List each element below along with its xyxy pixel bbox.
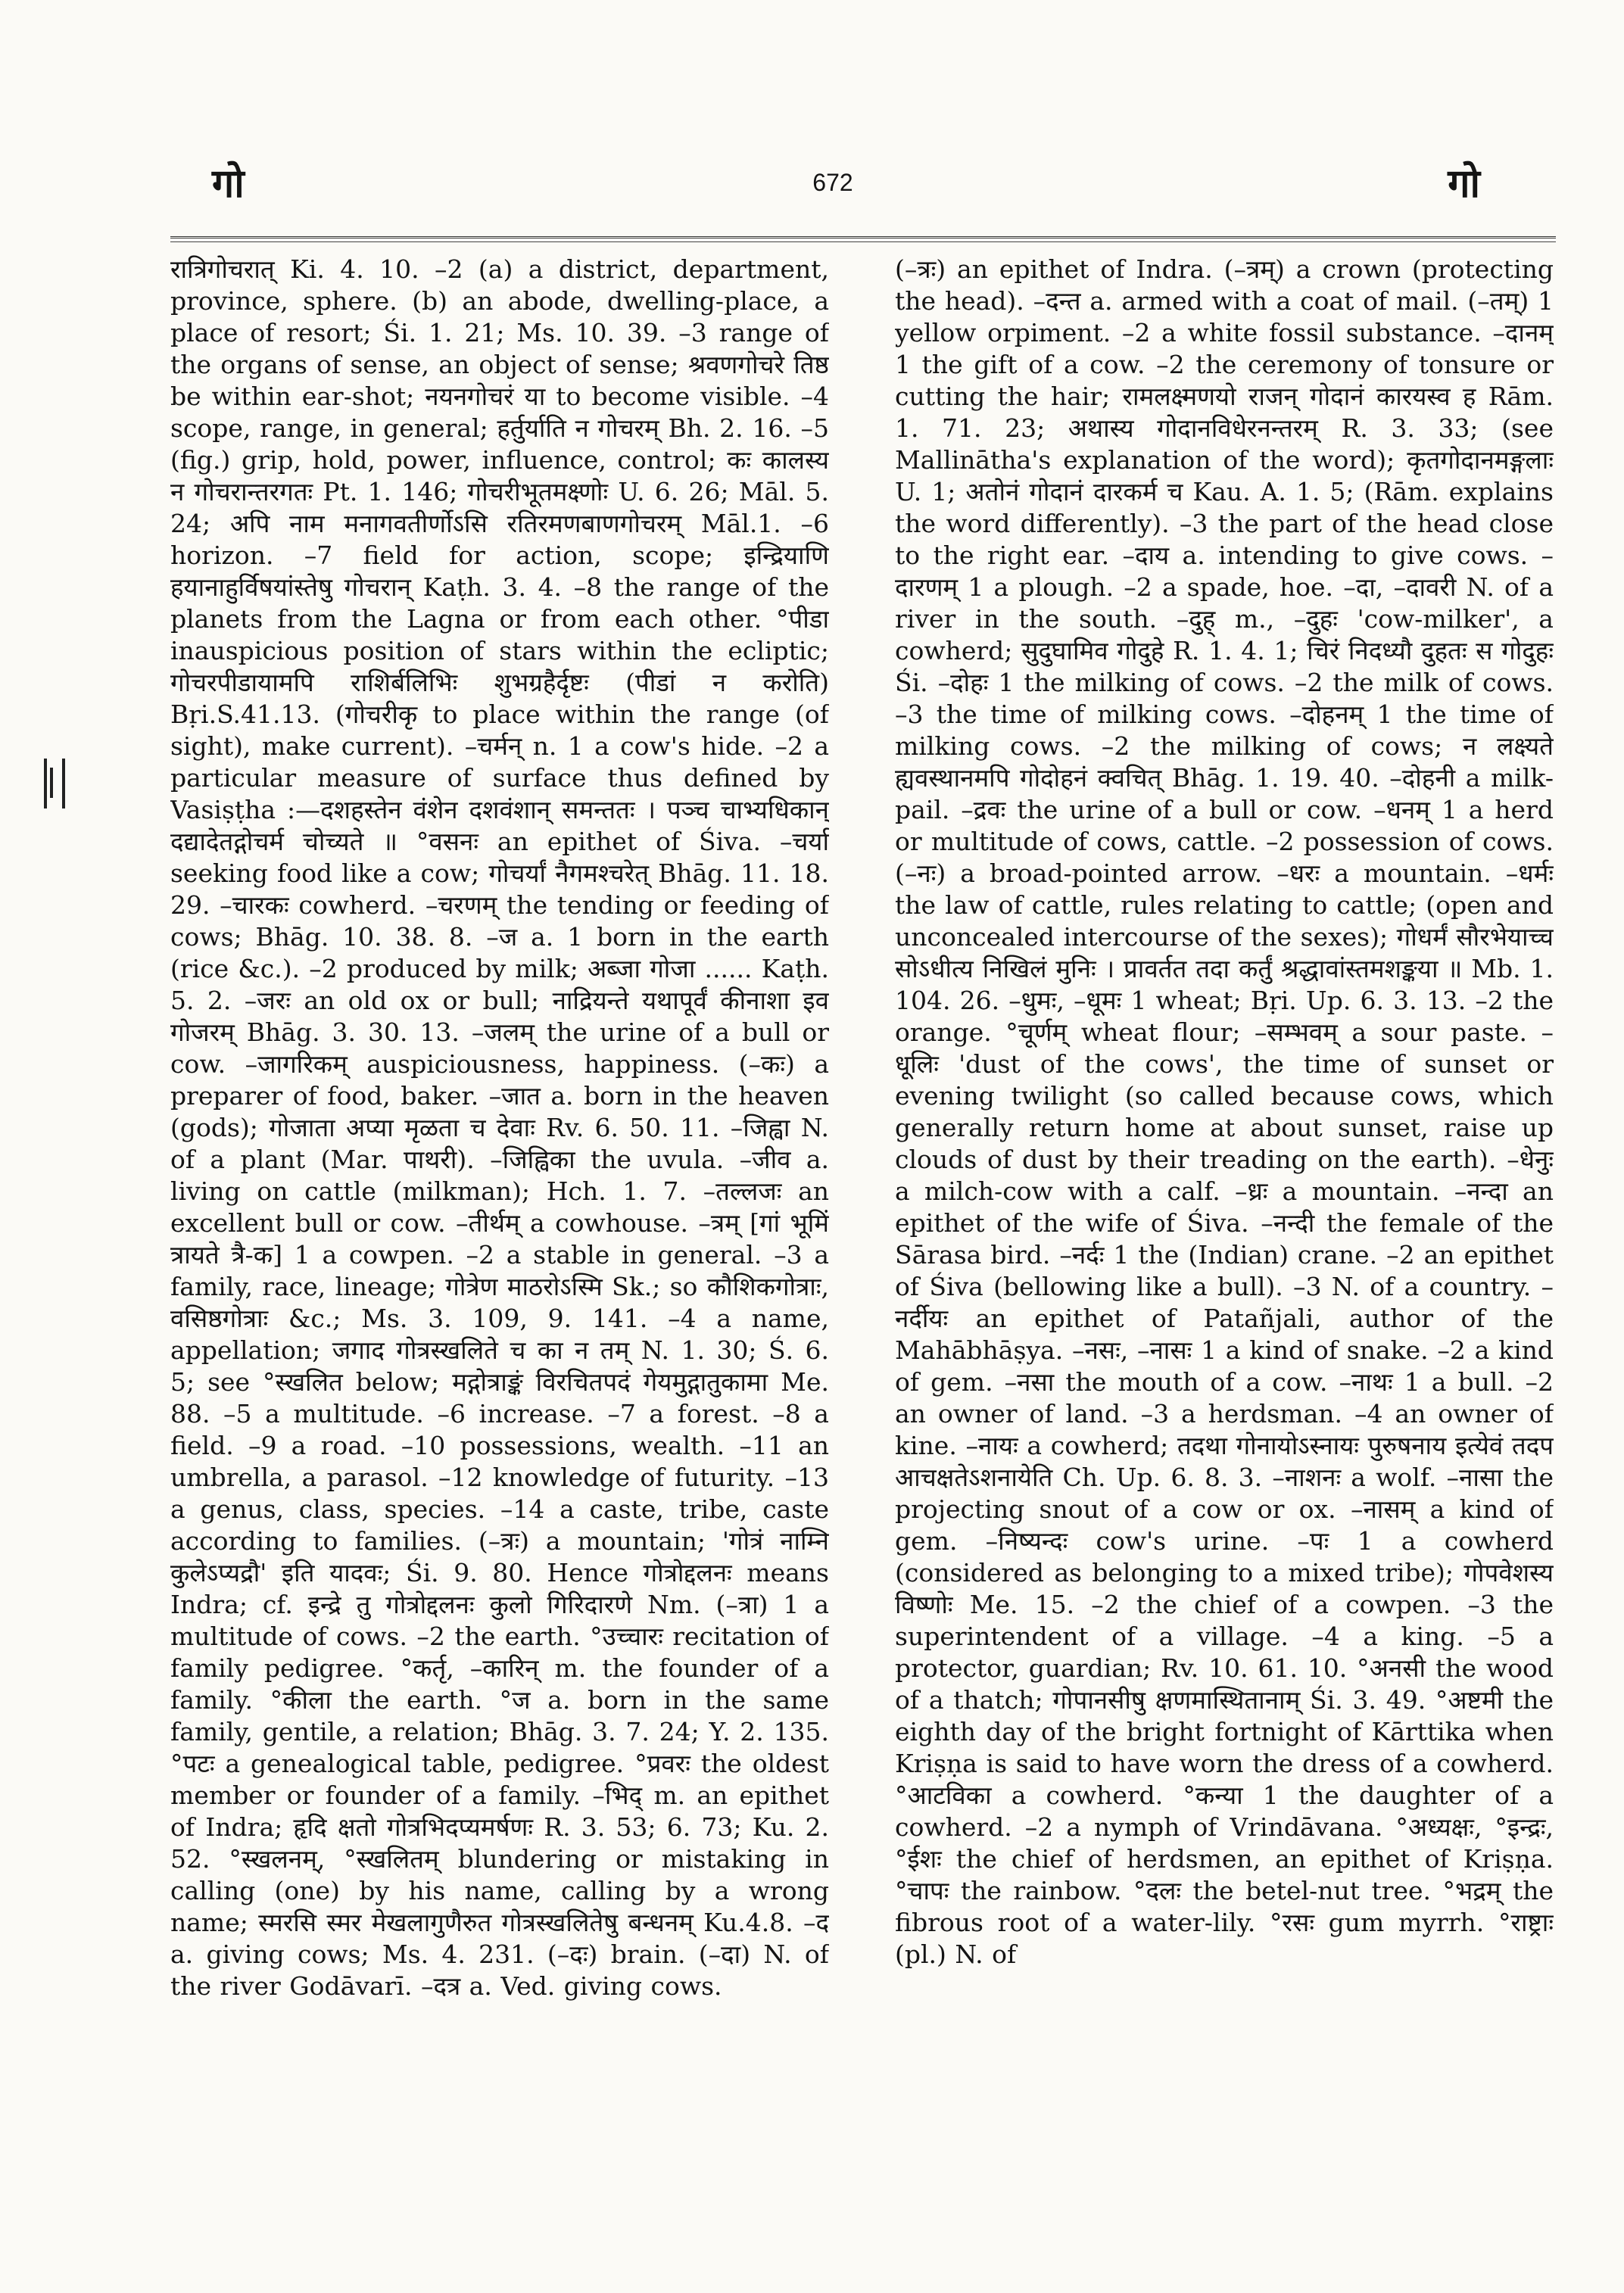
left-guide-word: गो xyxy=(212,160,245,207)
right-column-text: (–त्रः) an epithet of Indra. (–त्रम्) a crown (protecting the head). –दन्त a. armed with a coat of mail. (–तम्) 1 yellow orpiment. –2 a white fossil substance. –दानम् 1 the gift of a cow. –2 the ceremony of tonsure or cutting the hair; रामलक्ष्मणयो राजन् गोदानं कारयस्व ह Rām. 1. 71. 23; अथास्य गोदानविधेरनन्तरम् R. 3. 33; (see Mallinātha's explanation of the word); कृतगोदानमङ्गलाः U. 1; अतोनं गोदानं दारकर्म च Kau. A. 1. 5; (Rām. explains the word differently). –3 the part of the head close to the right ear. –दाय a. intending to give cows. –दारणम् 1 a plough. –2 a spade, hoe. –दा, –दावरी N. of a river in the south. –दुह् m., –दुहः 'cow-milker', a cowherd; सुदुघामिव गोदुहे R. 1. 4. 1; चिरं निदध्यौ दुहतः स गोदुहः Śi. –दोहः 1 the milking of cows. –2 the milk of cows. –3 the time of milking cows. –दोहनम् 1 the time of milking cows. –2 the milking of cows; न लक्ष्यते ह्यवस्थानमपि गोदोहनं क्वचित् Bhāg. 1. 19. 40. –दोहनी a milk-pail. –द्रवः the urine of a bull or cow. –धनम् 1 a herd or multitude of cows, cattle. –2 possession of cows. (–नः) a broad-pointed arrow. –धरः a mountain. –धर्मः the law of cattle, rules relating to cattle; (open and unconcealed intercourse of the sexes); गोधर्मं सौरभेयाच्च सोऽधीत्य निखिलं मुनिः । प्रावर्तत तदा कर्तुं श्रद्धावांस्तमशङ्कया ॥ Mb. 1. 104. 26. –धुमः, –धूमः 1 wheat; Bṛi. Up. 6. 3. 13. –2 the orange. °चूर्णम् wheat flour; –सम्भवम् a sour paste. –धूलिः 'dust of the cows', the time of sunset or evening twilight (so called because cows, which generally return home at about sunset, raise up clouds of dust by their treading on the earth). –धेनुः a milch-cow with a calf. –ध्रः a mountain. –नन्दा an epithet of the wife of Śiva. –नन्दी the female of the Sārasa bird. –नर्दः 1 the (Indian) crane. –2 an epithet of Śiva (bellowing like a bull). –3 N. of a country. –नर्दीयः an epithet of Patañjali, author of the Mahābhāṣya. –नसः, –नासः 1 a kind of snake. –2 a kind of gem. –नसा the mouth of a cow. –नाथः 1 a bull. –2 an owner of land. –3 a herdsman. –4 an owner of kine. –नायः a cowherd; तदथा गोनायोऽस्नायः पुरुषनाय इत्येवं तदप आचक्षतेऽशनायेति Ch. Up. 6. 8. 3. –नाशनः a wolf. –नासा the projecting snout of a cow or ox. –नासम् a kind of gem. –निष्यन्दः cow's urine. –पः 1 a cowherd (considered as belonging to a mixed tribe); गोपवेशस्य विष्णोः Me. 15. –2 the chief of a cowpen. –3 the superintendent of a village. –4 a king. –5 a protector, guardian; Rv. 10. 61. 10. °अनसी the wood of a thatch; गोपानसीषु क्षणमास्थितानाम् Śi. 3. 49. °अष्टमी the eighth day of the bright fortnight of Kārttika when Kriṣṇa is said to have worn the dress of a cowherd. °आटविका a cowherd. °कन्या 1 the daughter of a cowherd. –2 a nymph of Vrindāvana. °अध्यक्षः, °इन्द्रः, °ईशः the chief of herdsmen, an epithet of Kriṣṇa. °चापः the rainbow. °दलः the betel-nut tree. °भद्रम् the fibrous root of a water-lily. °रसः gum myrrh. °राष्ट्राः (pl.) N. of xyxy=(895,254,1554,1969)
left-column-text: रात्रिगोचरात् Ki. 4. 10. –2 (a) a district, department, province, sphere. (b) an abode, dwelling-place, a place of resort; Śi. 1. 21; Ms. 10. 39. –3 range of the organs of sense, an object of sense; श्रवणगोचरे तिष्ठ be within ear-shot; नयनगोचरं या to become visible. –4 scope, range, in general; हर्तुर्याति न गोचरम् Bh. 2. 16. –5 (fig.) grip, hold, power, influence, control; कः कालस्य न गोचरान्तरगतः Pt. 1. 146; गोचरीभूतमक्ष्णोः U. 6. 26; Māl. 5. 24; अपि नाम मनागवतीर्णोऽसि रतिरमणबाणगोचरम् Māl.1. –6 horizon. –7 field for action, scope; इन्द्रियाणि हयानाहुर्विषयांस्तेषु गोचरान् Kaṭh. 3. 4. –8 the range of the planets from the Lagna or from each other. °पीडा inauspicious position of stars within the ecliptic; गोचरपीडायामपि राशिर्बलिभिः शुभग्रहैर्दृष्टः (पीडां न करोति) Bṛi.S.41.13. (गोचरीकृ to place within the range (of sight), make current). –चर्मन् n. 1 a cow's hide. –2 a particular measure of surface thus defined by Vasiṣṭha :—दशहस्तेन वंशेन दशवंशान् समन्ततः । पञ्च चाभ्यधिकान् दद्यादेतद्गोचर्म चोच्यते ॥ °वसनः an epithet of Śiva. –चर्या seeking food like a cow; गोचर्यां नैगमश्चरेत् Bhāg. 11. 18. 29. –चारकः cowherd. –चरणम् the tending or feeding of cows; Bhāg. 10. 38. 8. –ज a. 1 born in the earth (rice &c.). –2 produced by milk; अब्जा गोजा ...... Kaṭh. 5. 2. –जरः an old ox or bull; नाद्रियन्ते यथापूर्वं कीनाशा इव गोजरम् Bhāg. 3. 30. 13. –जलम् the urine of a bull or cow. –जागरिकम् auspiciousness, happiness. (–कः) a preparer of food, baker. –जात a. born in the heaven (gods); गोजाता अप्या मृळता च देवाः Rv. 6. 50. 11. –जिह्वा N. of a plant (Mar. पाथरी). –जिह्विका the uvula. –जीव a. living on cattle (milkman); Hch. 1. 7. –तल्लजः an excellent bull or cow. –तीर्थम् a cowhouse. –त्रम् [गां भूमिं त्रायते त्रै-क] 1 a cowpen. –2 a stable in general. –3 a family, race, lineage; गोत्रेण माठरोऽस्मि Sk.; so कौशिकगोत्राः, वसिष्ठगोत्राः &c.; Ms. 3. 109, 9. 141. –4 a name, appellation; जगाद गोत्रस्खलिते च का न तम् N. 1. 30; Ś. 6. 5; see °स्खलित below; मद्गोत्राङ्कं विरचितपदं गेयमुद्गातुकामा Me. 88. –5 a multitude. –6 increase. –7 a forest. –8 a field. –9 a road. –10 possessions, wealth. –11 an umbrella, a parasol. –12 knowledge of futurity. –13 a genus, class, species. –14 a caste, tribe, caste according to families. (–त्रः) a mountain; 'गोत्रं नाम्नि कुलेऽप्यद्रौ' इति यादवः; Śi. 9. 80. Hence गोत्रोद्दलनः means Indra; cf. इन्द्रे तु गोत्रोद्दलनः कुलो गिरिदारणे Nm. (–त्रा) 1 a multitude of cows. –2 the earth. °उच्चारः recitation of family pedigree. °कर्तृ, –कारिन् m. the founder of a family. °कीला the earth. °ज a. born in the same family, gentile, a relation; Bhāg. 3. 7. 24; Y. 2. 135. °पटः a genealogical table, pedigree. °प्रवरः the oldest member or founder of a family. –भिद् m. an epithet of Indra; हृदि क्षतो गोत्रभिदप्यमर्षणः R. 3. 53; 6. 73; Ku. 2. 52. °स्खलनम्, °स्खलितम् blundering or mistaking in calling (one) by his name, calling by a wrong name; स्मरसि स्मर मेखलागुणैरुत गोत्रस्खलितेषु बन्धनम् Ku.4.8. –द a. giving cows; Ms. 4. 231. (–दः) brain. (–दा) N. of the river Godāvarī. –दत्र a. Ved. giving cows. xyxy=(170,254,829,2001)
right-column xyxy=(895,254,1554,2252)
page-number: 672 xyxy=(812,169,853,196)
left-column xyxy=(170,254,829,2252)
header-rule xyxy=(170,236,1556,242)
right-guide-word: गो xyxy=(1448,160,1480,207)
page-header xyxy=(159,155,1507,216)
margin-binding-mark xyxy=(44,759,65,808)
